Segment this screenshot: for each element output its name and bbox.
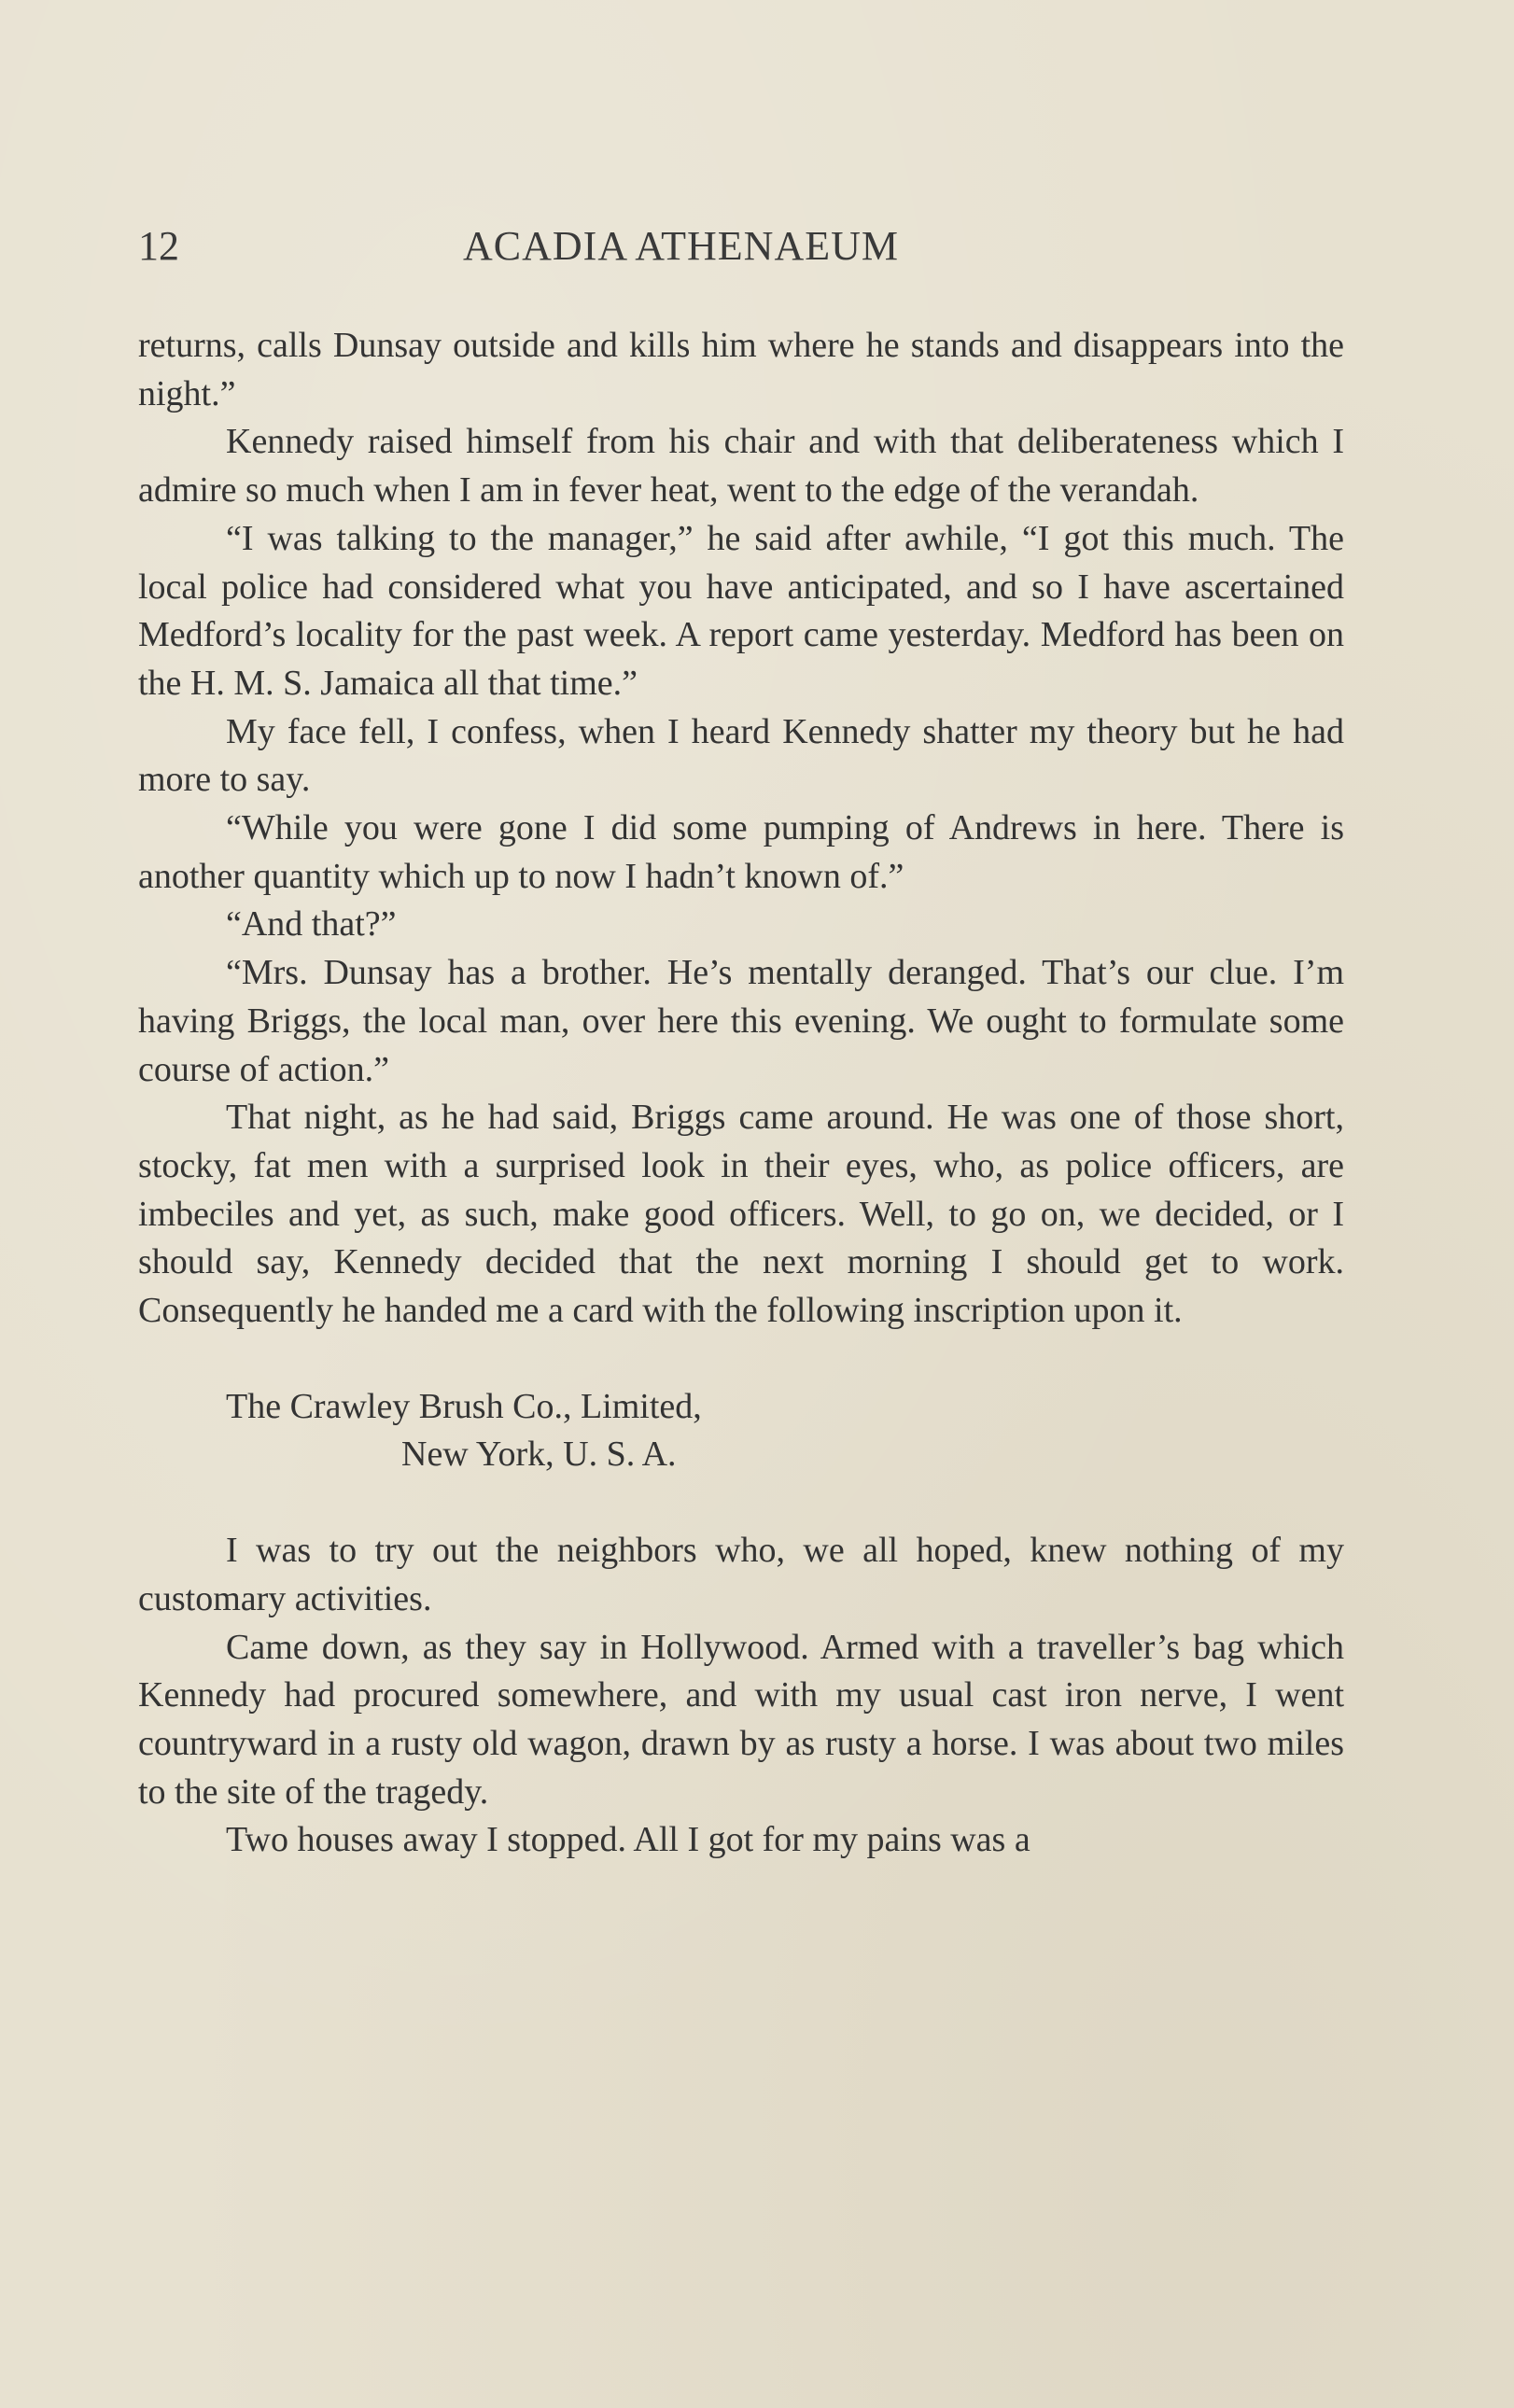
paragraph: My face fell, I confess, when I heard Kennedy shatter my theory but he had more to say. (138, 711, 1344, 800)
running-head (138, 222, 1344, 287)
paragraph: That night, as he had said, Briggs came around. He was one of those short, stocky, fat men with a surprised look in their eyes, who, as police officers, are imbeciles and yet, as such, make good officers. Well, to go on, we decided, or I should say, Kennedy decided that the next morning I should get to work. Consequently he handed me a card with the following inscription upon it. (138, 1098, 1344, 1331)
card-company-line: The Crawley Brush Co., Limited, (226, 1386, 702, 1426)
page-number: 12 (138, 223, 179, 269)
paragraph: I was to try out the neighbors who, we all hoped, knew nothing of my customary activities. (138, 1531, 1344, 1618)
business-card-inscription (138, 1383, 1344, 1479)
paragraph: returns, calls Dunsay outside and kills him where he stands and disappears into the night.” (138, 326, 1344, 413)
card-address-line: New York, U. S. A. (401, 1435, 677, 1475)
paragraph: “Mrs. Dunsay has a brother. He’s mentally deranged. That’s our clue. I’m having Briggs, the local man, over here this evening. We ought to formulate some course of action.” (138, 953, 1344, 1089)
journal-title: ACADIA ATHENAEUM (463, 223, 899, 269)
paragraph: “While you were gone I did some pumping of Andrews in here. There is another quantity which up to now I hadn’t known of.” (138, 808, 1344, 896)
paragraph: Came down, as they say in Hollywood. Armed with a traveller’s bag which Kennedy had procured somewhere, and with my usual cast iron nerve, I went countryward in a rusty old wagon, drawn by as rusty a horse. I was about two miles to the site of the tragedy. (138, 1627, 1344, 1812)
paragraph: Two houses away I stopped. All I got for my pains was a (226, 1820, 1030, 1860)
paragraph: Kennedy raised himself from his chair and with that deliberateness which I admire so much when I am in fever heat, went to the edge of the verandah. (138, 422, 1344, 511)
paragraph: “I was talking to the manager,” he said after awhile, “I got this much. The local police had considered what you have anticipated, and so I have ascertained Medford’s locality for the past week. A report came yesterday. Medford has been on the H. M. S. Jamaica all that time.” (138, 518, 1344, 703)
paragraph: “And that?” (226, 904, 397, 945)
body-text (138, 322, 1344, 1865)
